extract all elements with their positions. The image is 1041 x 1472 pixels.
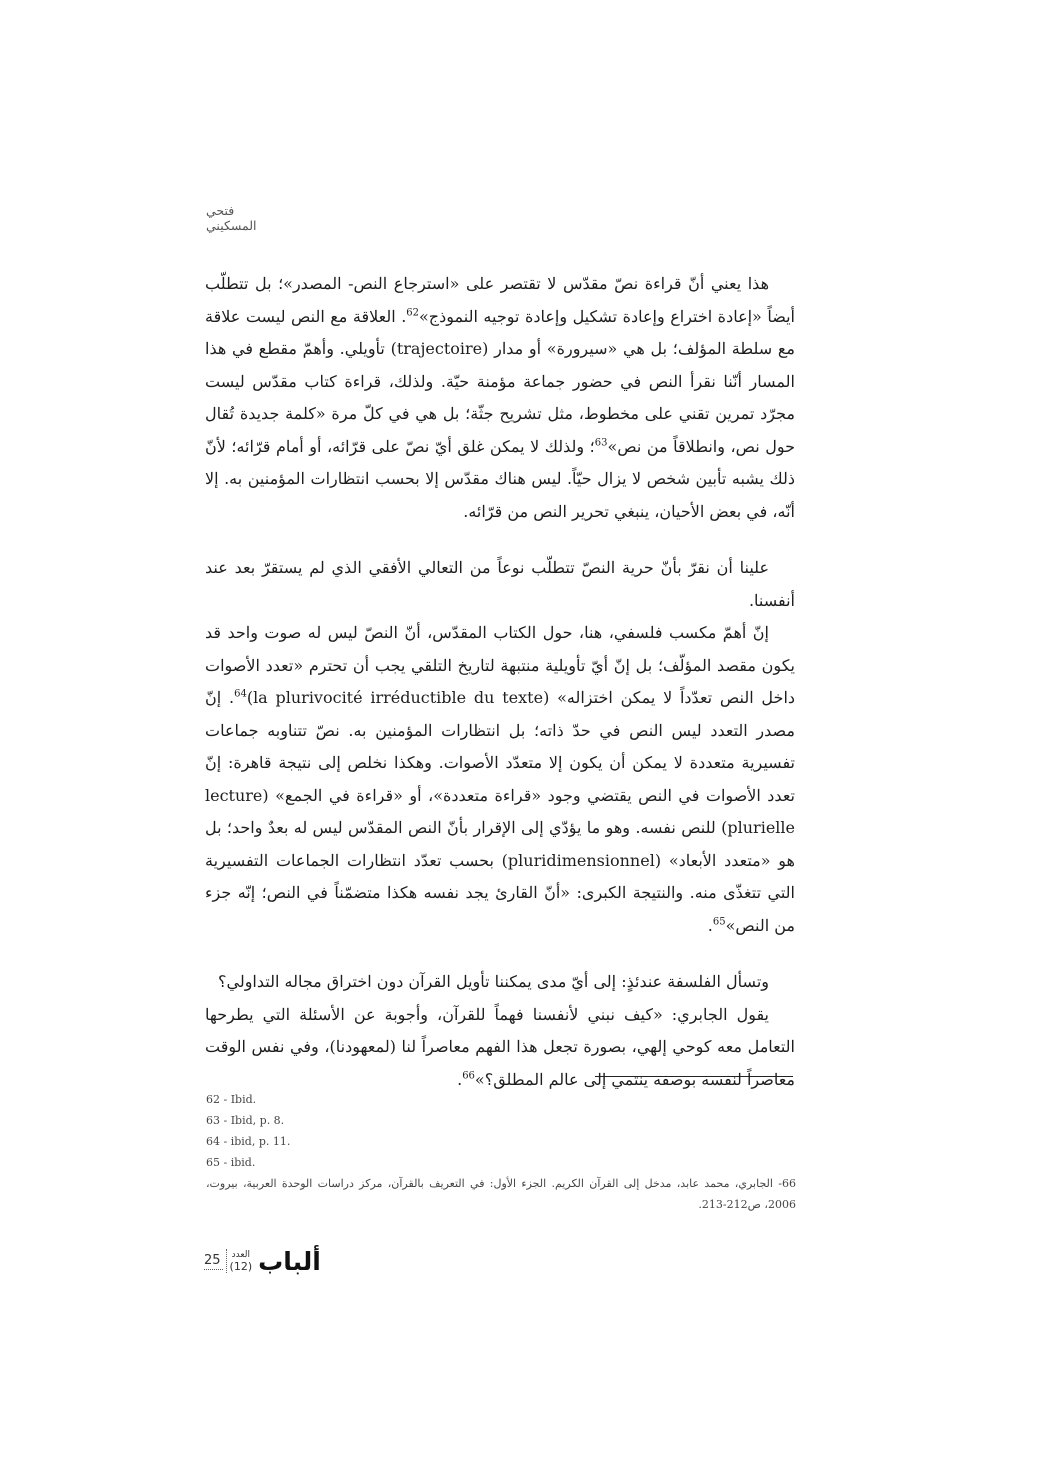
footnote-ref: 64 <box>234 688 247 700</box>
footnote: 63 - Ibid, p. 8. <box>206 1114 285 1127</box>
paragraph-text: ؛ ولذلك لا يمكن غلق أيّ نصّ على قرّائه، أو أمام قرّائه؛ لأنّ ذلك يشبه تأبين شخص لا يزال حيّاً. ليس هناك مقدّس إلا بحسب انتظارات المؤمنين به. إلا أنّه، في بعض الأحيان، ينبغي تحرير النص من قرّائه. <box>205 436 795 521</box>
running-head-author: فتحي المسكيني <box>206 203 257 233</box>
footnote-ref: 63 <box>594 437 608 449</box>
paragraph-text: وتسأل الفلسفة عندئذٍ: إلى أيّ مدى يمكننا تأويل القرآن دون اختراق مجاله التداولي؟ <box>217 972 769 991</box>
paragraph-text: إنّ أهمّ مكسب فلسفي، هنا، حول الكتاب المقدّس، أنّ النصّ ليس له صوت واحد قد يكون مقصد المؤلّف؛ بل إنّ أيّ تأويلية منتبهة لتاريخ التلقي يجب أن تحترم «تعدد الأصوات داخل النص تعدّداً لا يمكن اختزاله» (la plurivocité irréductible du texte) <box>205 623 796 707</box>
footnote-separator <box>595 1076 793 1077</box>
footer-divider <box>226 1249 227 1273</box>
paragraph <box>205 966 795 999</box>
page-footer <box>204 1246 321 1276</box>
footnote: 62 - Ibid. <box>206 1093 257 1106</box>
journal-logo: ألباب <box>258 1246 321 1276</box>
footnote-ref: 66 <box>462 1070 475 1082</box>
paragraph <box>205 999 795 1097</box>
footnotes <box>206 1089 796 1215</box>
issue-label: العدد <box>231 1250 250 1260</box>
footnote: 65 - ibid. <box>206 1156 256 1169</box>
paragraph-text: علينا أن نقرّ بأنّ حرية النصّ تتطلّب نوعاً من التعالي الأفقي الذي لم يستقرّ بعد عند أنفسنا. <box>205 558 795 610</box>
paragraph-text: . العلاقة مع النص ليست علاقة مع سلطة المؤلف؛ بل هي «سيرورة» أو مدار (trajectoire) تأويلي. وأهمّ مقطع في هذا المسار أنّنا نقرأ النص في حضور جماعة مؤمنة حيّة. ولذلك، قراءة كتاب مقدّس ليست مجرّد تمرين تقني على مخطوط، مثل تشريح جثّة؛ بل هي في كلّ مرة «كلمة جديدة تُقال حول نص، وانطلاقاً من نص» <box>205 306 795 456</box>
paragraph-text: هذا يعني أنّ قراءة نصّ مقدّس لا تقتصر على «استرجاع النص- المصدر»؛ بل تتطلّب أيضاً «إعادة اختراع وإعادة تشكيل وإعادة توجيه النموذج» <box>205 274 795 326</box>
footnote-ref: 65 <box>712 916 726 928</box>
issue-info <box>230 1250 253 1272</box>
paragraph-text: . إنّ مصدر التعدد ليس النص في حدّ ذاته؛ بل انتظارات المؤمنين به. نصّ تتناوبه جماعات تفسيرية متعددة لا يمكن أن يكون إلا متعدّد الأصوات. وهكذا نخلص إلى نتيجة قاهرة: إنّ تعدد الأصوات في النص يقتضي وجود «قراءة متعددة»، أو «قراءة في الجمع» (lecture plurielle) للنص نفسه. وهو ما يؤدّي إلى الإقرار بأنّ النص المقدّس ليس له بعدٌ واحد؛ بل هو «متعدد الأبعاد» (pluridimensionnel) بحسب تعدّد انتظارات الجماعات التفسيرية التي تتغذّى منه. والنتيجة الكبرى: «أنّ القارئ يجد نفسه هكذا متضمّناً في النص؛ إنّه جزء من النص» <box>205 688 795 935</box>
issue-number: (12) <box>229 1260 253 1273</box>
footnote-ref: 62 <box>406 307 420 319</box>
paragraph <box>205 552 795 617</box>
page-number: 25 <box>204 1252 221 1268</box>
paragraph-text: يقول الجابري: «كيف نبني لأنفسنا فهماً للقرآن، وأجوبة عن الأسئلة التي يطرحها التعامل معه كوحي إلهي، بصورة تجعل هذا الفهم معاصراً لنا (لمعهودنا)، وفي نفس الوقت معاصراً لنفسه بوصفه ينتمي إلى عالم المطلق؟» <box>205 1004 796 1089</box>
footnote: 64 - ibid, p. 11. <box>206 1135 291 1148</box>
paragraph <box>205 268 795 528</box>
paragraph <box>205 617 795 942</box>
paragraph-text: . <box>457 1069 463 1089</box>
paragraph-text: . <box>707 915 713 935</box>
footnote: 66- الجابري، محمد عابد، مدخل إلى القرآن الكريم. الجزء الأول: في التعريف بالقرآن، مركز دراسات الوحدة العربية، بيروت، 2006، ص212-213. <box>206 1177 796 1211</box>
body-text <box>205 268 795 1096</box>
